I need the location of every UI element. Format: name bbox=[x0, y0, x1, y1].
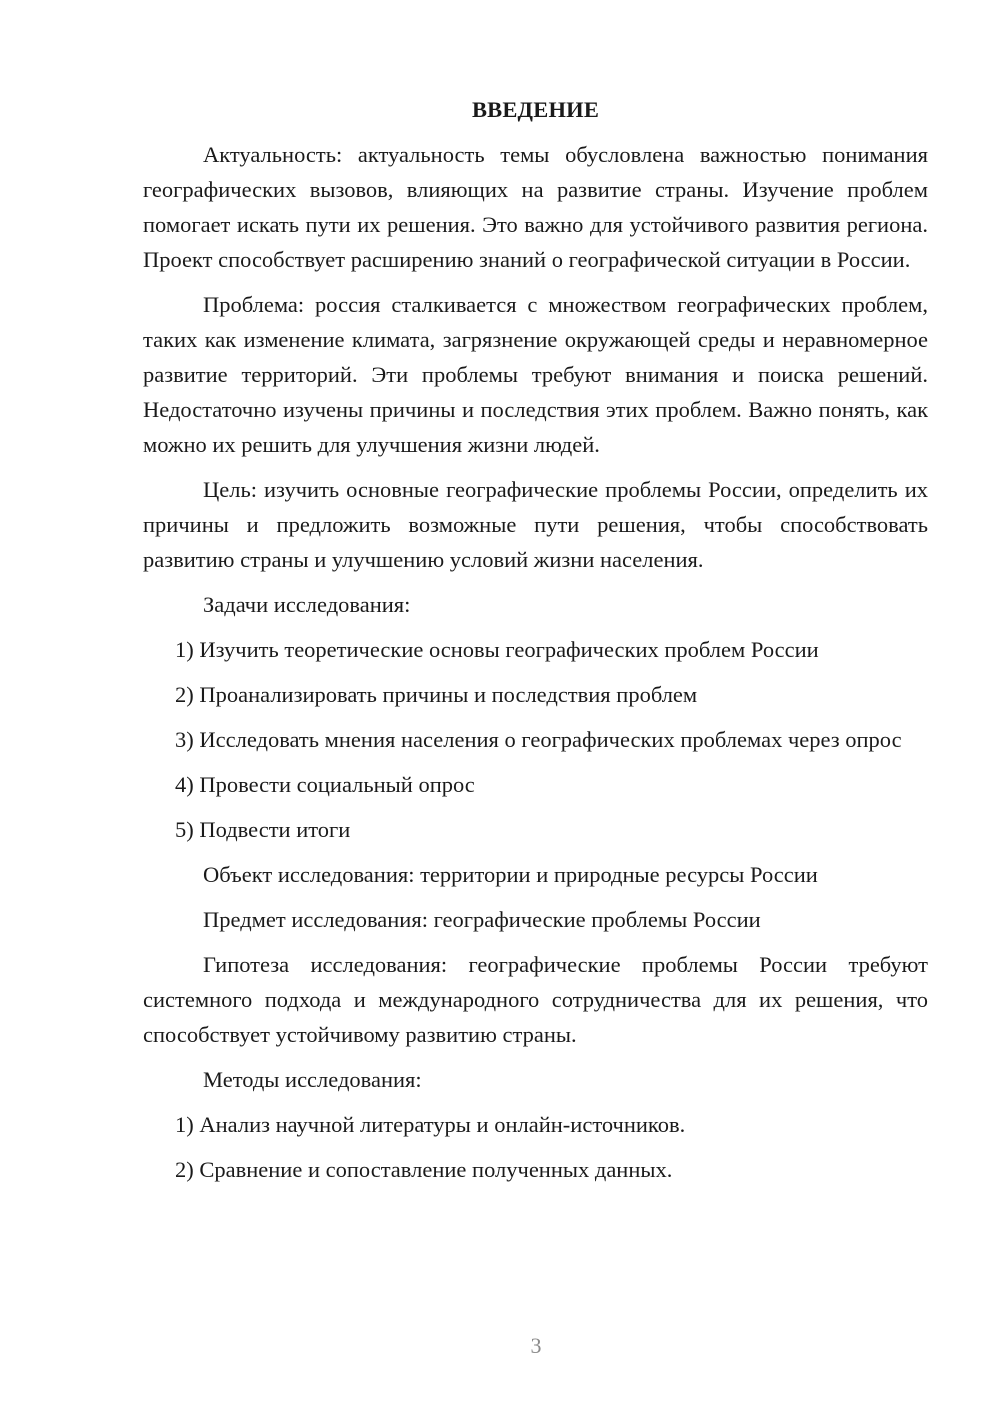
tasks-heading: Задачи исследования: bbox=[203, 592, 411, 617]
task-item: 1) Изучить теоретические основы географических проблем России bbox=[175, 637, 819, 662]
hypothesis-paragraph: Гипотеза исследования: географические проблемы России требуют системного подхода и международного сотрудничества для их решения, что способствует устойчивому развитию страны. bbox=[143, 952, 928, 1047]
relevance-paragraph: Актуальность: актуальность темы обусловлена важностью понимания географических вызовов, влияющих на развитие страны. Изучение проблем помогает искать пути их решения. Это важно для устойчивого развития региона. Проект способствует расширению знаний о географической ситуации в России. bbox=[143, 142, 928, 272]
task-item: 3) Исследовать мнения населения о географических проблемах через опрос bbox=[175, 727, 902, 752]
method-item: 1) Анализ научной литературы и онлайн-источников. bbox=[175, 1112, 686, 1137]
problem-paragraph: Проблема: россия сталкивается с множеством географических проблем, таких как изменение климата, загрязнение окружающей среды и неравномерное развитие территорий. Эти проблемы требуют внимания и поиска решений. Недостаточно изучены причины и последствия этих проблем. Важно понять, как можно их решить для улучшения жизни людей. bbox=[143, 292, 928, 457]
page-number: 3 bbox=[530, 1333, 542, 1358]
object-paragraph: Объект исследования: территории и природные ресурсы России bbox=[203, 862, 818, 887]
task-item: 4) Провести социальный опрос bbox=[175, 772, 475, 797]
section-title: ВВЕДЕНИЕ bbox=[471, 97, 600, 122]
task-item: 2) Проанализировать причины и последствия проблем bbox=[175, 682, 698, 707]
document-page bbox=[143, 92, 928, 1197]
method-item: 2) Сравнение и сопоставление полученных данных. bbox=[175, 1157, 673, 1182]
goal-paragraph: Цель: изучить основные географические проблемы России, определить их причины и предложить возможные пути решения, чтобы способствовать развитию страны и улучшению условий жизни населения. bbox=[143, 477, 928, 572]
task-item: 5) Подвести итоги bbox=[175, 817, 351, 842]
subject-paragraph: Предмет исследования: географические проблемы России bbox=[203, 907, 761, 932]
methods-heading: Методы исследования: bbox=[203, 1067, 422, 1092]
